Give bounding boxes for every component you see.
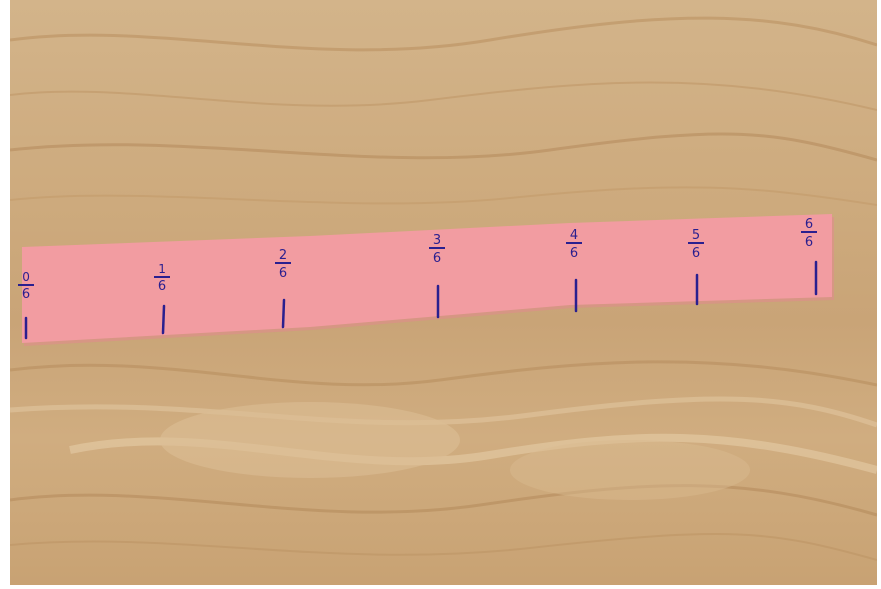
paper-strip (22, 214, 834, 346)
label-1-denominator: 6 (157, 279, 167, 294)
label-6-numerator: 6 (804, 217, 814, 232)
label-1-numerator: 1 (158, 262, 166, 276)
label-6-denominator: 6 (804, 235, 814, 250)
label-3-numerator: 3 (432, 233, 442, 248)
label-2-numerator: 2 (278, 248, 288, 263)
label-4-denominator: 6 (569, 246, 579, 261)
photo-scene (10, 0, 877, 585)
label-0-numerator: 0 (22, 270, 30, 284)
label-5-denominator: 6 (691, 246, 701, 261)
tick-2 (283, 300, 284, 327)
label-0-denominator: 6 (21, 287, 31, 302)
label-5-numerator: 5 (691, 228, 701, 243)
label-4-numerator: 4 (569, 228, 579, 243)
label-2-denominator: 6 (278, 266, 288, 281)
photo (10, 0, 877, 585)
tick-1 (163, 306, 164, 333)
label-3-denominator: 6 (432, 251, 442, 266)
